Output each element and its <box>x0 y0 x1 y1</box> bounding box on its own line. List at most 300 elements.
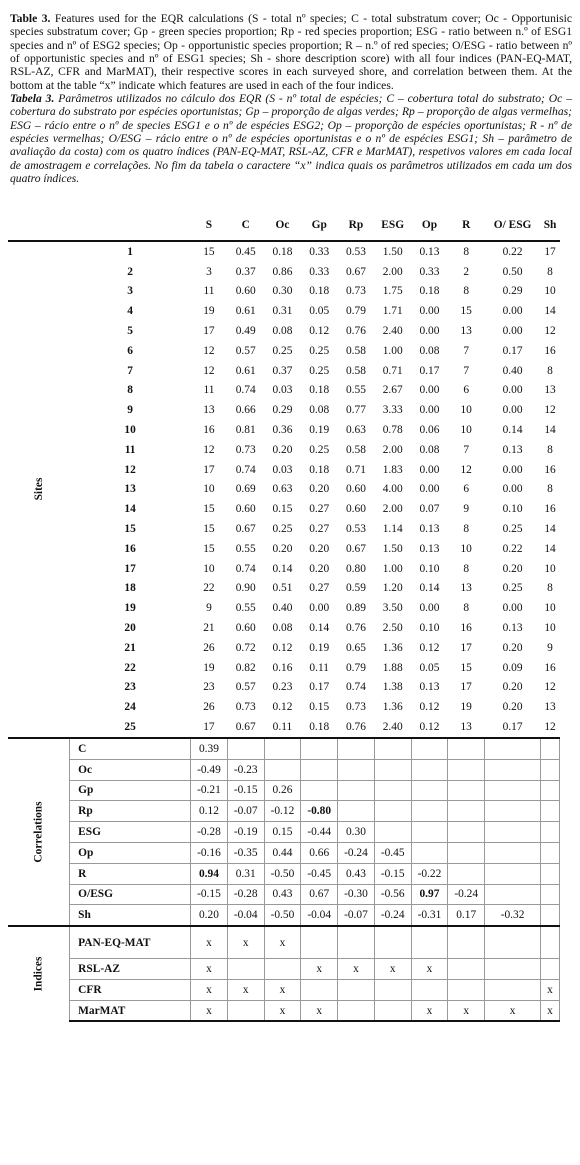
table-cell: x <box>227 926 264 959</box>
table-cell: 19 <box>203 305 215 318</box>
table-cell: 0.25 <box>272 344 293 357</box>
table-cell: 1.00 <box>382 562 403 575</box>
table-cell: 0.12 <box>419 701 440 714</box>
table-cell: 11 <box>203 285 215 298</box>
table-cell <box>485 842 541 863</box>
row-label: 13 <box>124 483 136 496</box>
table-cell: 0.11 <box>272 721 293 734</box>
table-cell: 2 <box>463 265 470 278</box>
table-cell: -0.80 <box>301 801 338 822</box>
table-cell: 0.27 <box>309 503 330 516</box>
table-cell <box>301 780 338 801</box>
table-cell: 8 <box>547 443 553 456</box>
table-cell: 0.73 <box>235 701 256 714</box>
table-cell: 0.61 <box>235 305 256 318</box>
table-cell <box>374 979 411 1000</box>
table-cell: 0.58 <box>345 443 366 456</box>
table-cell: 0.25 <box>309 364 330 377</box>
table-cell: 7 <box>463 443 470 456</box>
table-cell: 1.36 <box>382 641 403 654</box>
eqr-features-table <box>8 210 560 1022</box>
table-cell: 0.20 <box>502 701 523 714</box>
table-cell: 10 <box>460 424 472 437</box>
site-row <box>8 598 560 618</box>
table-cell: x <box>541 1000 560 1021</box>
table-cell: 0.67 <box>345 542 366 555</box>
site-row <box>8 539 560 559</box>
table-cell: 0.40 <box>502 364 523 377</box>
table-cell: x <box>338 959 375 980</box>
table-cell: 0.94 <box>191 863 228 884</box>
table-cell: 0.13 <box>502 443 523 456</box>
table-cell: 0.12 <box>191 801 228 822</box>
table-cell: 1.00 <box>382 344 403 357</box>
table-cell: 0.61 <box>235 364 256 377</box>
table-cell: 0.37 <box>235 265 256 278</box>
table-cell: 0.45 <box>227 241 264 262</box>
table-cell <box>541 759 560 780</box>
table-cell: 1.14 <box>382 523 403 536</box>
table-cell: 0.73 <box>345 285 366 298</box>
table-cell <box>374 759 411 780</box>
table-cell <box>374 1000 411 1021</box>
table-cell: -0.24 <box>338 842 375 863</box>
table-cell: 16 <box>460 622 472 635</box>
table-cell: 8 <box>547 265 553 278</box>
index-row <box>8 959 560 980</box>
table-cell: 0.08 <box>309 404 330 417</box>
table-cell: 0.22 <box>485 241 541 262</box>
table-cell: -0.45 <box>374 842 411 863</box>
table-cell: 0.18 <box>309 463 330 476</box>
column-header: Op <box>421 219 438 231</box>
table-cell: 0.05 <box>419 661 440 674</box>
site-row <box>8 282 560 302</box>
site-row <box>8 262 560 282</box>
table-cell: 0.00 <box>419 404 440 417</box>
table-cell: 0.69 <box>235 483 256 496</box>
table-cell: x <box>191 1000 228 1021</box>
table-cell: 0.81 <box>235 424 256 437</box>
header-row-label-spacer <box>70 210 191 241</box>
table-cell: 0.00 <box>419 305 440 318</box>
table-cell: 0.50 <box>502 265 523 278</box>
table-cell <box>338 780 375 801</box>
table-cell: 0.18 <box>419 285 440 298</box>
table-cell: 0.14 <box>272 562 293 575</box>
table-cell: 3 <box>206 265 212 278</box>
correlation-row <box>8 884 560 905</box>
table-cell: 15 <box>203 542 215 555</box>
table-cell: 0.19 <box>309 641 330 654</box>
table-cell: -0.45 <box>301 863 338 884</box>
row-label: ESG <box>70 822 191 843</box>
table-cell <box>541 959 560 980</box>
site-row <box>8 519 560 539</box>
row-label: 22 <box>124 661 136 674</box>
table-cell: 0.67 <box>235 523 256 536</box>
table-cell: -0.28 <box>227 884 264 905</box>
table-cell: -0.56 <box>374 884 411 905</box>
table-cell: 17 <box>203 463 215 476</box>
table-cell <box>338 801 375 822</box>
table-cell <box>411 738 448 759</box>
table-cell: 6 <box>463 483 470 496</box>
table-cell: 0.60 <box>235 622 256 635</box>
table-cell: 19 <box>203 661 215 674</box>
table-cell <box>338 738 375 759</box>
table-cell: 0.78 <box>382 424 403 437</box>
table-cell: 0.31 <box>227 863 264 884</box>
row-label: 7 <box>127 364 133 377</box>
table-cell: 16 <box>544 463 556 476</box>
table-cell: 0.13 <box>502 622 523 635</box>
header-row <box>8 210 560 241</box>
table-cell: 0.00 <box>502 384 523 397</box>
table-cell: 0.82 <box>235 661 256 674</box>
table-cell: 16 <box>544 661 556 674</box>
table-cell: 17 <box>203 325 215 338</box>
table-cell: 0.57 <box>235 344 256 357</box>
row-label: R <box>70 863 191 884</box>
site-row <box>8 361 560 381</box>
row-label: 16 <box>124 542 136 555</box>
table-cell: x <box>227 979 264 1000</box>
table-cell: 1.36 <box>382 701 403 714</box>
table-cell: 23 <box>203 681 215 694</box>
row-label: MarMAT <box>70 1000 191 1021</box>
table-cell: 0.00 <box>502 483 523 496</box>
table-cell: 0.00 <box>502 463 523 476</box>
table-cell: 12 <box>544 721 556 734</box>
table-cell: 2.67 <box>382 384 403 397</box>
correlation-row <box>8 905 560 926</box>
table-cell <box>448 842 485 863</box>
row-label: RSL-AZ <box>70 959 191 980</box>
table-cell: 1.38 <box>382 681 403 694</box>
table-cell: 3.50 <box>382 602 403 615</box>
table-cell <box>301 926 338 959</box>
table-cell: 0.18 <box>264 241 301 262</box>
table-cell: 8 <box>463 562 470 575</box>
table-cell <box>485 863 541 884</box>
table-cell: 0.17 <box>448 905 485 926</box>
table-cell: 0.17 <box>419 364 440 377</box>
table-cell: 13 <box>460 721 472 734</box>
table-cell: 0.09 <box>502 661 523 674</box>
table-cell: 0.25 <box>502 523 523 536</box>
table-cell: 0.08 <box>272 622 293 635</box>
correlation-row <box>8 822 560 843</box>
row-label: PAN-EQ-MAT <box>70 926 191 959</box>
table-cell: 0.60 <box>235 285 256 298</box>
table-cell <box>338 759 375 780</box>
table-cell: 0.74 <box>345 681 366 694</box>
table-cell: 0.79 <box>345 661 366 674</box>
table-cell: 0.14 <box>502 424 523 437</box>
table-cell: 0.59 <box>345 582 366 595</box>
table-cell: 0.10 <box>419 622 440 635</box>
table-cell <box>541 842 560 863</box>
table-cell <box>448 780 485 801</box>
table-cell: 0.74 <box>235 562 256 575</box>
table-cell: 0.08 <box>272 325 293 338</box>
table-cell: 0.80 <box>345 562 366 575</box>
table-cell: 10 <box>544 602 556 615</box>
row-label: O/ESG <box>70 884 191 905</box>
caption-english-label: Table 3. <box>10 12 51 25</box>
table-cell: 0.67 <box>301 884 338 905</box>
table-cell: 0.00 <box>502 602 523 615</box>
table-cell: 0.00 <box>502 404 523 417</box>
table-cell <box>541 780 560 801</box>
row-label: 24 <box>124 701 136 714</box>
table-cell <box>411 926 448 959</box>
table-cell: 0.05 <box>309 305 330 318</box>
table-cell: 0.76 <box>345 325 366 338</box>
table-cell <box>485 780 541 801</box>
table-cell: 0.20 <box>272 542 293 555</box>
table-cell <box>411 842 448 863</box>
table-cell: 10 <box>203 562 215 575</box>
table-cell: 0.13 <box>419 523 440 536</box>
table-cell: 0.53 <box>338 241 375 262</box>
table-cell: 0.00 <box>502 325 523 338</box>
table-cell: 2.00 <box>382 503 403 516</box>
table-cell <box>448 822 485 843</box>
row-label: 21 <box>124 641 136 654</box>
table-cell: 10 <box>203 483 215 496</box>
table-cell: 0.13 <box>419 542 440 555</box>
column-header: R <box>462 219 471 231</box>
table-cell: 7 <box>463 344 470 357</box>
table-cell <box>541 863 560 884</box>
table-cell <box>448 801 485 822</box>
table-cell: -0.28 <box>191 822 228 843</box>
table-cell <box>541 905 560 926</box>
table-cell: 0.57 <box>235 681 256 694</box>
table-cell: 0.12 <box>309 325 330 338</box>
table-cell <box>338 1000 375 1021</box>
table-cell: -0.07 <box>227 801 264 822</box>
table-cell: 0.20 <box>309 562 330 575</box>
table-cell <box>541 738 560 759</box>
correlation-row <box>8 780 560 801</box>
table-cell: -0.04 <box>227 905 264 926</box>
table-cell <box>411 822 448 843</box>
table-cell <box>448 759 485 780</box>
table-cell: 0.22 <box>502 542 523 555</box>
table-cell: 6 <box>463 384 470 397</box>
table-cell: 0.63 <box>345 424 366 437</box>
table-cell: 0.33 <box>309 265 330 278</box>
table-cell: 0.00 <box>419 463 440 476</box>
site-row <box>8 579 560 599</box>
table-cell: 0.30 <box>272 285 293 298</box>
table-cell: 26 <box>203 641 215 654</box>
site-row <box>8 301 560 321</box>
table-cell: 0.18 <box>309 384 330 397</box>
table-cell <box>411 979 448 1000</box>
table-cell: 0.74 <box>235 463 256 476</box>
table-cell: 0.00 <box>309 602 330 615</box>
table-cell: 1.50 <box>374 241 411 262</box>
group-label-indices <box>8 926 70 1021</box>
table-cell: 0.17 <box>309 681 330 694</box>
table-cell: 0.60 <box>235 503 256 516</box>
table-cell: 0.00 <box>419 483 440 496</box>
table-cell: x <box>448 1000 485 1021</box>
row-label: Oc <box>70 759 191 780</box>
table-cell <box>374 926 411 959</box>
site-row <box>8 717 560 738</box>
table-cell: 7 <box>463 364 470 377</box>
row-label: 1 <box>70 241 191 262</box>
table-cell: 10 <box>544 622 556 635</box>
table-cell: x <box>411 959 448 980</box>
table-body <box>8 241 560 1021</box>
table-cell: 0.51 <box>272 582 293 595</box>
table-cell: 0.15 <box>264 822 301 843</box>
table-cell: 17 <box>541 241 560 262</box>
table-cell: 0.53 <box>345 523 366 536</box>
table-cell: x <box>411 1000 448 1021</box>
table-cell: x <box>485 1000 541 1021</box>
row-label: 14 <box>124 503 136 516</box>
table-cell <box>264 959 301 980</box>
table-cell: 0.20 <box>309 483 330 496</box>
table-cell <box>227 1000 264 1021</box>
table-cell: 0.00 <box>419 384 440 397</box>
site-row <box>8 638 560 658</box>
group-label-text: Sites <box>32 478 45 501</box>
table-cell <box>541 822 560 843</box>
table-cell <box>374 738 411 759</box>
table-cell: 16 <box>203 424 215 437</box>
table-cell: 0.03 <box>272 463 293 476</box>
table-cell: 0.13 <box>411 241 448 262</box>
table-cell: 10 <box>460 542 472 555</box>
table-cell: -0.49 <box>191 759 228 780</box>
table-cell: 0.29 <box>502 285 523 298</box>
row-label: C <box>70 738 191 759</box>
table-cell: 0.25 <box>272 523 293 536</box>
table-cell: 12 <box>544 404 556 417</box>
column-header: Oc <box>275 219 290 231</box>
column-header: ESG <box>381 219 405 231</box>
group-label-text: Indices <box>32 956 45 992</box>
table-cell: 21 <box>203 622 215 635</box>
table-cell <box>374 780 411 801</box>
table-cell: 0.71 <box>382 364 403 377</box>
table-cell: 4.00 <box>382 483 403 496</box>
table-cell <box>485 959 541 980</box>
table-cell: 0.20 <box>272 443 293 456</box>
table-cell: 2.40 <box>382 721 403 734</box>
table-cell: 0.33 <box>301 241 338 262</box>
table-cell: 0.67 <box>235 721 256 734</box>
caption-portuguese-label: Tabela 3. <box>10 92 55 106</box>
group-label-text: Correlations <box>32 801 45 863</box>
table-cell <box>541 926 560 959</box>
row-label: 8 <box>127 384 133 397</box>
table-cell: 0.79 <box>345 305 366 318</box>
table-cell <box>411 759 448 780</box>
table-cell: 0.19 <box>309 424 330 437</box>
table-cell: 0.58 <box>345 364 366 377</box>
table-cell <box>448 979 485 1000</box>
table-cell: 12 <box>203 364 215 377</box>
table-cell: 14 <box>544 542 556 555</box>
table-cell: 0.16 <box>272 661 293 674</box>
table-cell: x <box>264 979 301 1000</box>
table-cell: 0.76 <box>345 721 366 734</box>
table-cell: 0.25 <box>309 344 330 357</box>
row-label: 4 <box>127 305 133 318</box>
row-label: 15 <box>124 523 136 536</box>
site-row <box>8 480 560 500</box>
table-cell: 14 <box>544 523 556 536</box>
table-cell: 0.15 <box>309 701 330 714</box>
row-label: 19 <box>124 602 136 615</box>
table-cell: 12 <box>460 463 472 476</box>
table-cell: 13 <box>460 582 472 595</box>
table-cell: 8 <box>547 582 553 595</box>
row-label: CFR <box>70 979 191 1000</box>
table-cell: 0.11 <box>309 661 329 674</box>
table-cell: x <box>374 959 411 980</box>
site-row <box>8 697 560 717</box>
table-cell: 0.71 <box>345 463 366 476</box>
row-label: 9 <box>127 404 133 417</box>
table-cell: 0.66 <box>235 404 256 417</box>
table-cell: -0.22 <box>411 863 448 884</box>
table-cell: 0.13 <box>419 681 440 694</box>
table-cell: 19 <box>460 701 472 714</box>
correlation-row <box>8 738 560 759</box>
row-label: Rp <box>70 801 191 822</box>
table-cell: 10 <box>544 285 556 298</box>
table-cell: 0.00 <box>419 602 440 615</box>
index-row <box>8 1000 560 1021</box>
site-row <box>8 658 560 678</box>
table-cell: 22 <box>203 582 215 595</box>
table-cell: 0.49 <box>235 325 256 338</box>
correlation-row <box>8 801 560 822</box>
table-cell: 13 <box>460 325 472 338</box>
table-cell: 8 <box>547 364 553 377</box>
table-cell: 16 <box>544 503 556 516</box>
column-header: Sh <box>543 219 557 231</box>
site-row <box>8 460 560 480</box>
index-row <box>8 979 560 1000</box>
table-cell: 0.43 <box>338 863 375 884</box>
table-cell: 0.12 <box>272 701 293 714</box>
site-row <box>8 400 560 420</box>
row-label: 17 <box>124 562 136 575</box>
caption-english <box>10 12 572 92</box>
table-cell <box>411 780 448 801</box>
correlation-row <box>8 863 560 884</box>
table-cell: 0.20 <box>309 542 330 555</box>
table-cell <box>485 926 541 959</box>
table-cell: 13 <box>544 384 556 397</box>
table-cell: x <box>264 1000 301 1021</box>
table-cell: 0.73 <box>345 701 366 714</box>
table-cell: 11 <box>203 384 215 397</box>
table-cell: 2.40 <box>382 325 403 338</box>
table-cell: 0.31 <box>272 305 293 318</box>
